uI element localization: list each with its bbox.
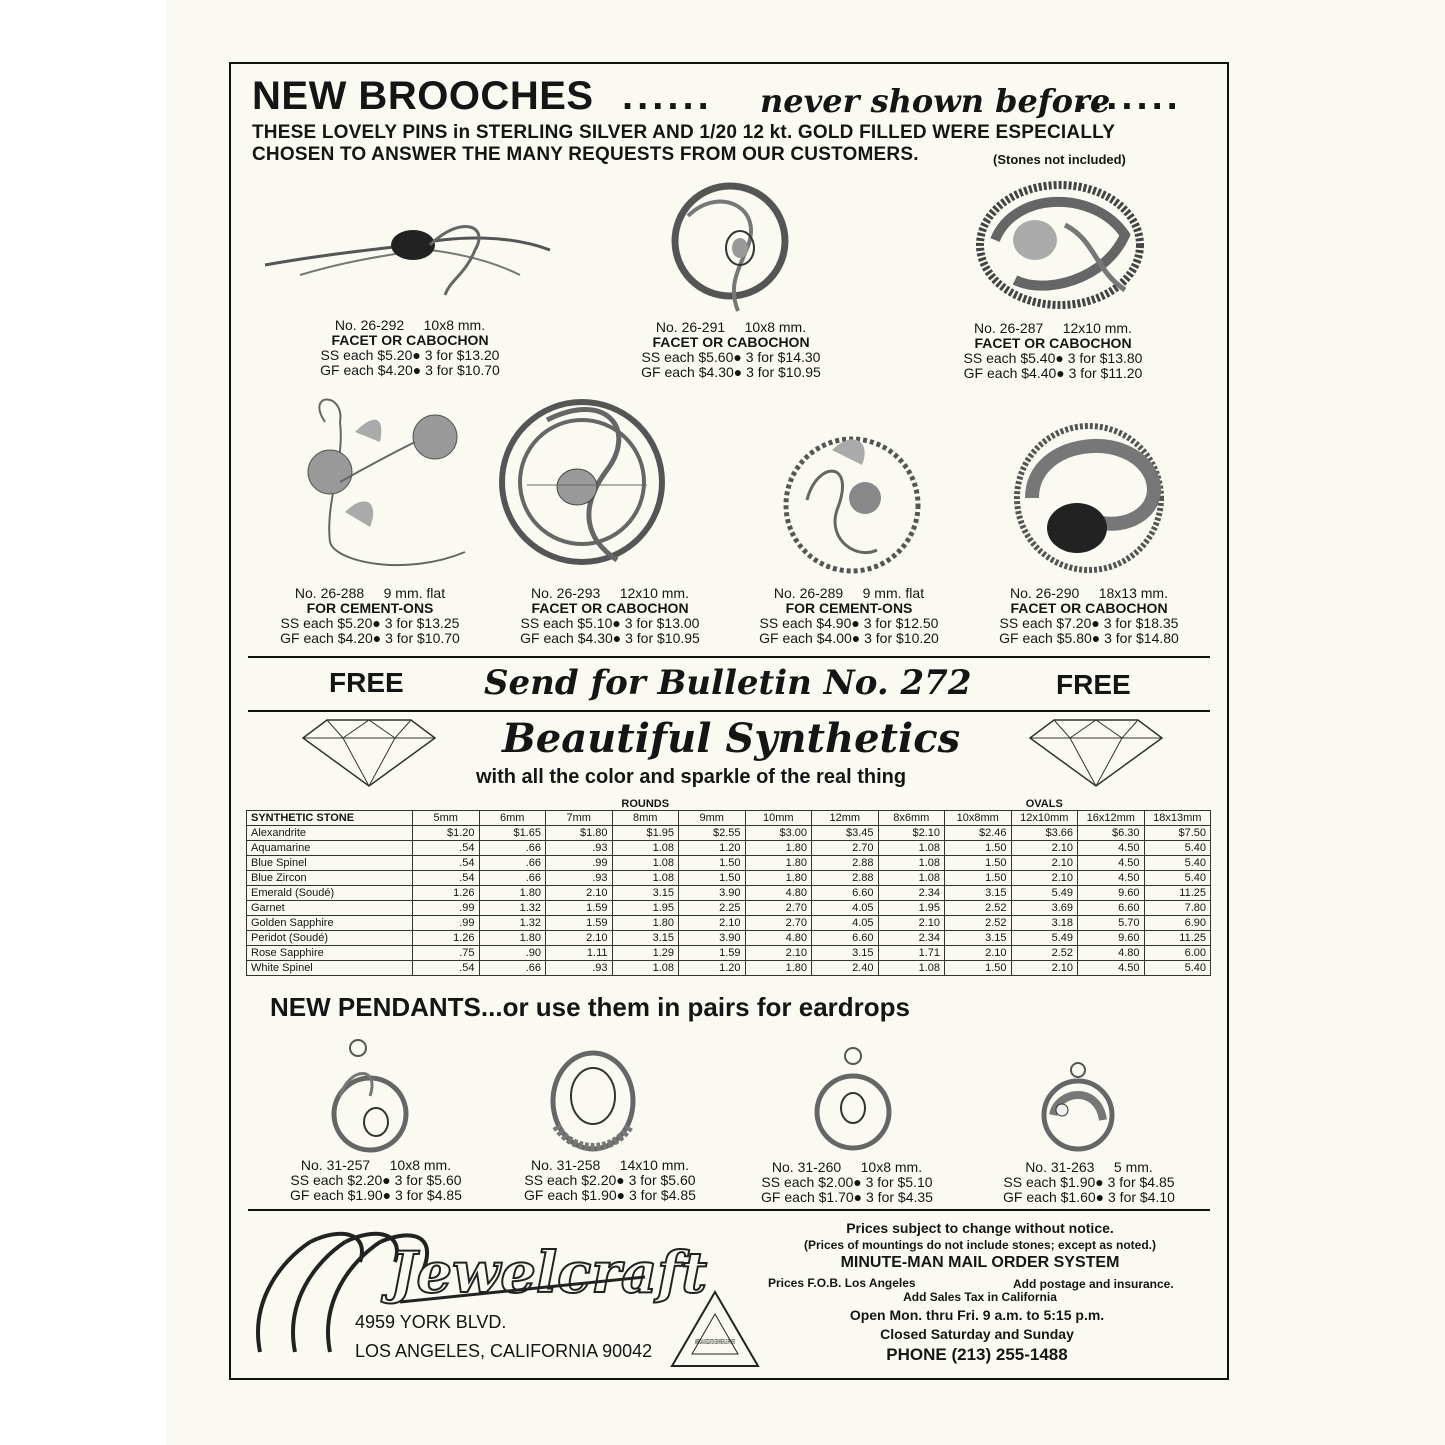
price-cell: 1.26 [413,886,480,901]
price-cell: 3.90 [679,886,746,901]
price-cell: 1.80 [479,931,546,946]
logo-wordmark: Jewelcraft [390,1240,708,1306]
item-size: 14x10 mm. [619,1157,689,1173]
price-cell: 1.50 [945,961,1012,976]
gf-price: GF each $1.70● 3 for $4.35 [761,1189,933,1205]
price-cell: 1.59 [546,901,613,916]
price-cell: 1.50 [945,841,1012,856]
price-cell: 2.25 [679,901,746,916]
price-cell: 1.08 [612,841,679,856]
price-cell: 3.15 [612,886,679,901]
item-number: No. 26-288 [294,585,365,601]
size-header: 8mm [612,811,679,826]
size-header: 16x12mm [1078,811,1145,826]
tagline-trailing-dots: ....... [1076,74,1182,118]
pendant-31-263-caption [969,1160,1209,1205]
price-cell: .93 [546,841,613,856]
title-leader-dots: ...... [622,74,713,118]
intro-line-2: CHOSEN TO ANSWER THE MANY REQUESTS FROM OUR CUSTOMERS. [252,144,919,165]
price-cell: 2.10 [1011,871,1078,886]
stone-name: Alexandrite [247,826,413,841]
size-header: 7mm [546,811,613,826]
item-size: 12x10 mm. [1062,320,1132,336]
price-cell: 4.05 [812,901,879,916]
ss-price: SS each $4.90● 3 for $12.50 [759,615,939,631]
ss-price: SS each $2.00● 3 for $5.10 [761,1174,933,1190]
stone-name: Peridot (Soudé) [247,931,413,946]
stone-name: Golden Sapphire [247,916,413,931]
price-cell: .99 [413,901,480,916]
gf-price: GF each $1.60● 3 for $4.10 [1003,1189,1175,1205]
price-cell: 2.70 [812,841,879,856]
item-number: No. 26-289 [773,585,844,601]
price-cell: 2.88 [812,856,879,871]
price-cell: 6.00 [1144,946,1211,961]
price-cell: 5.40 [1144,871,1211,886]
price-cell: .66 [479,841,546,856]
price-cell: 1.50 [679,856,746,871]
price-cell: 7.80 [1144,901,1211,916]
price-cell: 2.52 [1011,946,1078,961]
price-cell: .66 [479,856,546,871]
item-size: 10x8 mm. [744,319,807,335]
table-row [247,946,1211,961]
price-cell: $1.80 [546,826,613,841]
price-cell: $3.45 [812,826,879,841]
size-header: 6mm [479,811,546,826]
price-cell: .99 [413,916,480,931]
price-cell: 2.88 [812,871,879,886]
stones-note: (Stones not included) [993,152,1126,167]
price-cell: .54 [413,841,480,856]
price-cell: 1.08 [878,871,945,886]
price-cell: 2.34 [878,931,945,946]
item-type: FOR CEMENT-ONS [785,600,913,616]
price-cell: 1.80 [745,856,812,871]
price-cell: 1.80 [745,841,812,856]
price-cell: 1.95 [878,901,945,916]
price-cell: 1.32 [479,901,546,916]
brooch-26-287-caption [933,321,1173,381]
price-cell: .66 [479,871,546,886]
brooch-26-293-caption [490,586,730,646]
footer-divider [248,1209,1210,1211]
price-cell: 1.71 [878,946,945,961]
diamond-icon [1030,716,1162,788]
postage-note: Add postage and insurance. [1013,1277,1174,1291]
size-header: 10mm [745,811,812,826]
price-cell: .66 [479,961,546,976]
stone-name: Blue Spinel [247,856,413,871]
ss-price: SS each $5.20● 3 for $13.20 [320,347,500,363]
item-number: No. 26-287 [974,320,1044,336]
price-cell: .93 [546,871,613,886]
price-cell: 1.08 [612,961,679,976]
intro-line-1: THESE LOVELY PINS in STERLING SILVER AND 1/20 12 kt. GOLD FILLED WERE ESPECIALLY [252,122,1116,143]
prices-change-note: Prices subject to change without notice. [846,1220,1114,1236]
price-cell: 3.15 [945,886,1012,901]
pendants-heading: NEW PENDANTS...or use them in pairs for eardrops [270,992,910,1022]
synthetic-price-table [246,798,1211,976]
synthetics-subtitle: with all the color and sparkle of the real thing [476,766,907,788]
closed-days: Closed Saturday and Sunday [880,1326,1074,1342]
size-header: 5mm [413,811,480,826]
size-header: 18x13mm [1144,811,1211,826]
price-cell: 1.08 [878,856,945,871]
brooch-26-292-caption [290,318,530,378]
item-size: 10x8 mm. [860,1159,923,1175]
price-cell: $3.00 [745,826,812,841]
free-label-right: FREE [1056,669,1131,700]
sales-tax-note: Add Sales Tax in California [903,1290,1057,1304]
price-cell: 1.20 [679,961,746,976]
stone-name: Emerald (Soudé) [247,886,413,901]
table-row [247,856,1211,871]
table-row [247,931,1211,946]
size-header: 12mm [812,811,879,826]
phone-number: PHONE (213) 255-1488 [886,1345,1068,1364]
price-cell: 1.08 [612,856,679,871]
stone-name: Rose Sapphire [247,946,413,961]
price-cell: 1.50 [945,856,1012,871]
price-cell: 2.10 [1011,841,1078,856]
price-cell: $6.30 [1078,826,1145,841]
item-number: No. 31-258 [531,1157,601,1173]
price-cell: 4.80 [745,931,812,946]
brooch-26-291-image [668,176,788,316]
gf-price: GF each $1.90● 3 for $4.85 [290,1187,462,1203]
item-number: No. 31-263 [1025,1159,1095,1175]
brooch-26-290-caption [969,586,1209,646]
business-hours: Open Mon. thru Fri. 9 a.m. to 5:15 p.m. [849,1307,1105,1323]
stone-name: Aquamarine [247,841,413,856]
price-cell: 3.15 [612,931,679,946]
price-cell: .99 [546,856,613,871]
price-cell: 2.10 [546,886,613,901]
price-cell: .54 [413,961,480,976]
price-cell: 4.50 [1078,841,1145,856]
gf-price: GF each $5.80● 3 for $14.80 [999,630,1179,646]
pendant-31-263-image [1038,1060,1118,1155]
price-cell: 1.80 [479,886,546,901]
price-cell: .75 [413,946,480,961]
item-type: FACET OR CABOCHON [652,334,810,350]
price-cell: 1.08 [878,841,945,856]
item-number: No. 26-293 [531,585,601,601]
table-row [247,901,1211,916]
price-cell: 5.70 [1078,916,1145,931]
page-title: NEW BROOCHES [252,74,594,118]
price-cell: 1.59 [679,946,746,961]
price-cell: .54 [413,856,480,871]
brooch-26-290-image [1012,418,1167,578]
brooch-26-289-caption [729,586,969,646]
price-cell: 3.18 [1011,916,1078,931]
table-row [247,871,1211,886]
divider-bottom [248,710,1210,712]
price-cell: 6.90 [1144,916,1211,931]
brooch-26-291-caption [611,320,851,380]
price-cell: $2.46 [945,826,1012,841]
price-cell: 4.80 [745,886,812,901]
price-cell: 5.40 [1144,841,1211,856]
item-number: No. 26-291 [655,319,726,335]
brooch-26-288-image [285,392,485,582]
item-size: 18x13 mm. [1098,585,1168,601]
price-cell: 2.70 [745,916,812,931]
price-cell: $1.65 [479,826,546,841]
table-row [247,886,1211,901]
price-cell: 4.80 [1078,946,1145,961]
price-cell: 1.80 [745,871,812,886]
price-cell: 1.11 [546,946,613,961]
price-cell: 2.70 [745,901,812,916]
gf-price: GF each $4.00● 3 for $10.20 [759,630,939,646]
price-cell: 2.10 [878,916,945,931]
gf-price: GF each $4.30● 3 for $10.95 [641,364,821,380]
bulletin-offer: Send for Bulletin No. 272 [484,663,972,703]
brooch-26-292-image [260,205,555,300]
ss-price: SS each $2.20● 3 for $5.60 [290,1172,462,1188]
price-cell: 11.25 [1144,931,1211,946]
item-type: FACET OR CABOCHON [531,600,689,616]
gf-price: GF each $4.30● 3 for $10.95 [520,630,700,646]
item-size: 9 mm. flat [862,585,925,601]
ss-price: SS each $1.90● 3 for $4.85 [1003,1174,1175,1190]
rounds-group-header: ROUNDS [621,798,670,810]
pendant-31-258-caption [490,1158,730,1203]
item-number: No. 26-292 [334,317,405,333]
price-cell: 3.90 [679,931,746,946]
association-seal [670,1290,760,1370]
price-cell: $1.95 [612,826,679,841]
table-row [247,841,1211,856]
brooch-26-293-image [497,390,667,575]
gf-price: GF each $4.20● 3 for $10.70 [280,630,460,646]
price-cell: $1.20 [413,826,480,841]
price-cell: 1.08 [612,871,679,886]
gf-price: GF each $4.40● 3 for $11.20 [963,365,1143,381]
ss-price: SS each $5.40● 3 for $13.80 [963,350,1143,366]
pendant-31-257-image [330,1036,410,1156]
size-header: 9mm [679,811,746,826]
price-cell: 1.26 [413,931,480,946]
price-cell: 9.60 [1078,886,1145,901]
price-cell: 5.49 [1011,931,1078,946]
size-header: 12x10mm [1011,811,1078,826]
brooch-26-289-image [777,430,927,580]
item-number: No. 26-290 [1010,585,1080,601]
fob-note: Prices F.O.B. Los Angeles [768,1276,916,1290]
mail-order-system: MINUTE-MAN MAIL ORDER SYSTEM [840,1254,1120,1271]
price-cell: 2.10 [679,916,746,931]
pendant-31-260-image [813,1044,893,1154]
price-cell: .90 [479,946,546,961]
price-cell: 1.50 [945,871,1012,886]
price-cell: 1.29 [612,946,679,961]
stone-name: White Spinel [247,961,413,976]
price-cell: 6.60 [812,931,879,946]
price-cell: 3.69 [1011,901,1078,916]
table-row [247,961,1211,976]
stone-name: Blue Zircon [247,871,413,886]
ovals-group-header: OVALS [1025,798,1063,810]
item-type: FACET OR CABOCHON [974,335,1132,351]
stone-name: Garnet [247,901,413,916]
price-cell: 3.15 [945,931,1012,946]
price-cell: 2.40 [812,961,879,976]
price-cell: 2.52 [945,901,1012,916]
divider-top [248,656,1210,658]
size-header: 8x6mm [878,811,945,826]
price-cell: $2.10 [878,826,945,841]
address-city: LOS ANGELES, CALIFORNIA 90042 [355,1341,653,1361]
address-street: 4959 YORK BLVD. [355,1312,507,1332]
price-cell: $2.55 [679,826,746,841]
price-cell: 1.50 [679,871,746,886]
stone-column-header: SYNTHETIC STONE [247,811,413,826]
item-size: 9 mm. flat [383,585,446,601]
size-header: 10x8mm [945,811,1012,826]
price-cell: 4.50 [1078,871,1145,886]
price-cell: 2.10 [945,946,1012,961]
price-cell: 5.40 [1144,856,1211,871]
price-cell: 2.10 [1011,961,1078,976]
item-size: 10x8 mm. [389,1157,452,1173]
item-number: No. 31-257 [300,1157,371,1173]
brooch-26-287-image [975,180,1145,310]
synthetics-title: Beautiful Synthetics [502,715,961,762]
price-cell: .54 [413,871,480,886]
free-label-left: FREE [329,667,404,698]
item-size: 10x8 mm. [423,317,486,333]
price-cell: 2.52 [945,916,1012,931]
pendant-31-257-caption [256,1158,496,1203]
price-cell: 1.80 [745,961,812,976]
brooch-26-288-caption [250,586,490,646]
price-cell: 1.80 [612,916,679,931]
gf-price: GF each $4.20● 3 for $10.70 [320,362,500,378]
price-cell: $7.50 [1144,826,1211,841]
gf-price: GF each $1.90● 3 for $4.85 [524,1187,696,1203]
price-cell: 6.60 [1078,901,1145,916]
price-cell: 6.60 [812,886,879,901]
mountings-note: (Prices of mountings do not include stones; except as noted.) [803,1238,1157,1252]
price-cell: 4.50 [1078,856,1145,871]
ss-price: SS each $5.10● 3 for $13.00 [520,615,700,631]
price-cell: 1.59 [546,916,613,931]
ss-price: SS each $7.20● 3 for $18.35 [999,615,1179,631]
price-cell: 4.05 [812,916,879,931]
price-cell: .93 [546,961,613,976]
pendant-31-258-image [548,1046,638,1156]
ss-price: SS each $5.60● 3 for $14.30 [641,349,821,365]
table-row [247,916,1211,931]
tagline: never shown before [760,82,1111,120]
price-cell: 1.08 [878,961,945,976]
price-cell: 2.34 [878,886,945,901]
price-cell: 3.15 [812,946,879,961]
item-type: FACET OR CABOCHON [331,332,489,348]
ss-price: SS each $2.20● 3 for $5.60 [524,1172,696,1188]
price-cell: 2.10 [745,946,812,961]
item-type: FOR CEMENT-ONS [306,600,434,616]
price-cell: 5.49 [1011,886,1078,901]
item-number: No. 31-260 [771,1159,842,1175]
table-row [247,826,1211,841]
price-cell: 11.25 [1144,886,1211,901]
item-type: FACET OR CABOCHON [1010,600,1168,616]
price-cell: 2.10 [1011,856,1078,871]
price-cell: 9.60 [1078,931,1145,946]
price-cell: 2.10 [546,931,613,946]
seal-text: AMERICAN ASSOCIATION GEM MINERAL SUPPLIERS [695,1339,736,1346]
synthetic-table-body [247,826,1211,976]
item-size: 5 mm. [1113,1159,1153,1175]
price-cell: 5.40 [1144,961,1211,976]
price-cell: 4.50 [1078,961,1145,976]
price-cell: 1.95 [612,901,679,916]
diamond-icon [303,716,435,788]
pendant-31-260-caption [727,1160,967,1205]
ss-price: SS each $5.20● 3 for $13.25 [280,615,460,631]
price-cell: $3.66 [1011,826,1078,841]
price-cell: 1.32 [479,916,546,931]
price-cell: 1.20 [679,841,746,856]
size-header-row [247,811,1211,826]
item-size: 12x10 mm. [619,585,689,601]
